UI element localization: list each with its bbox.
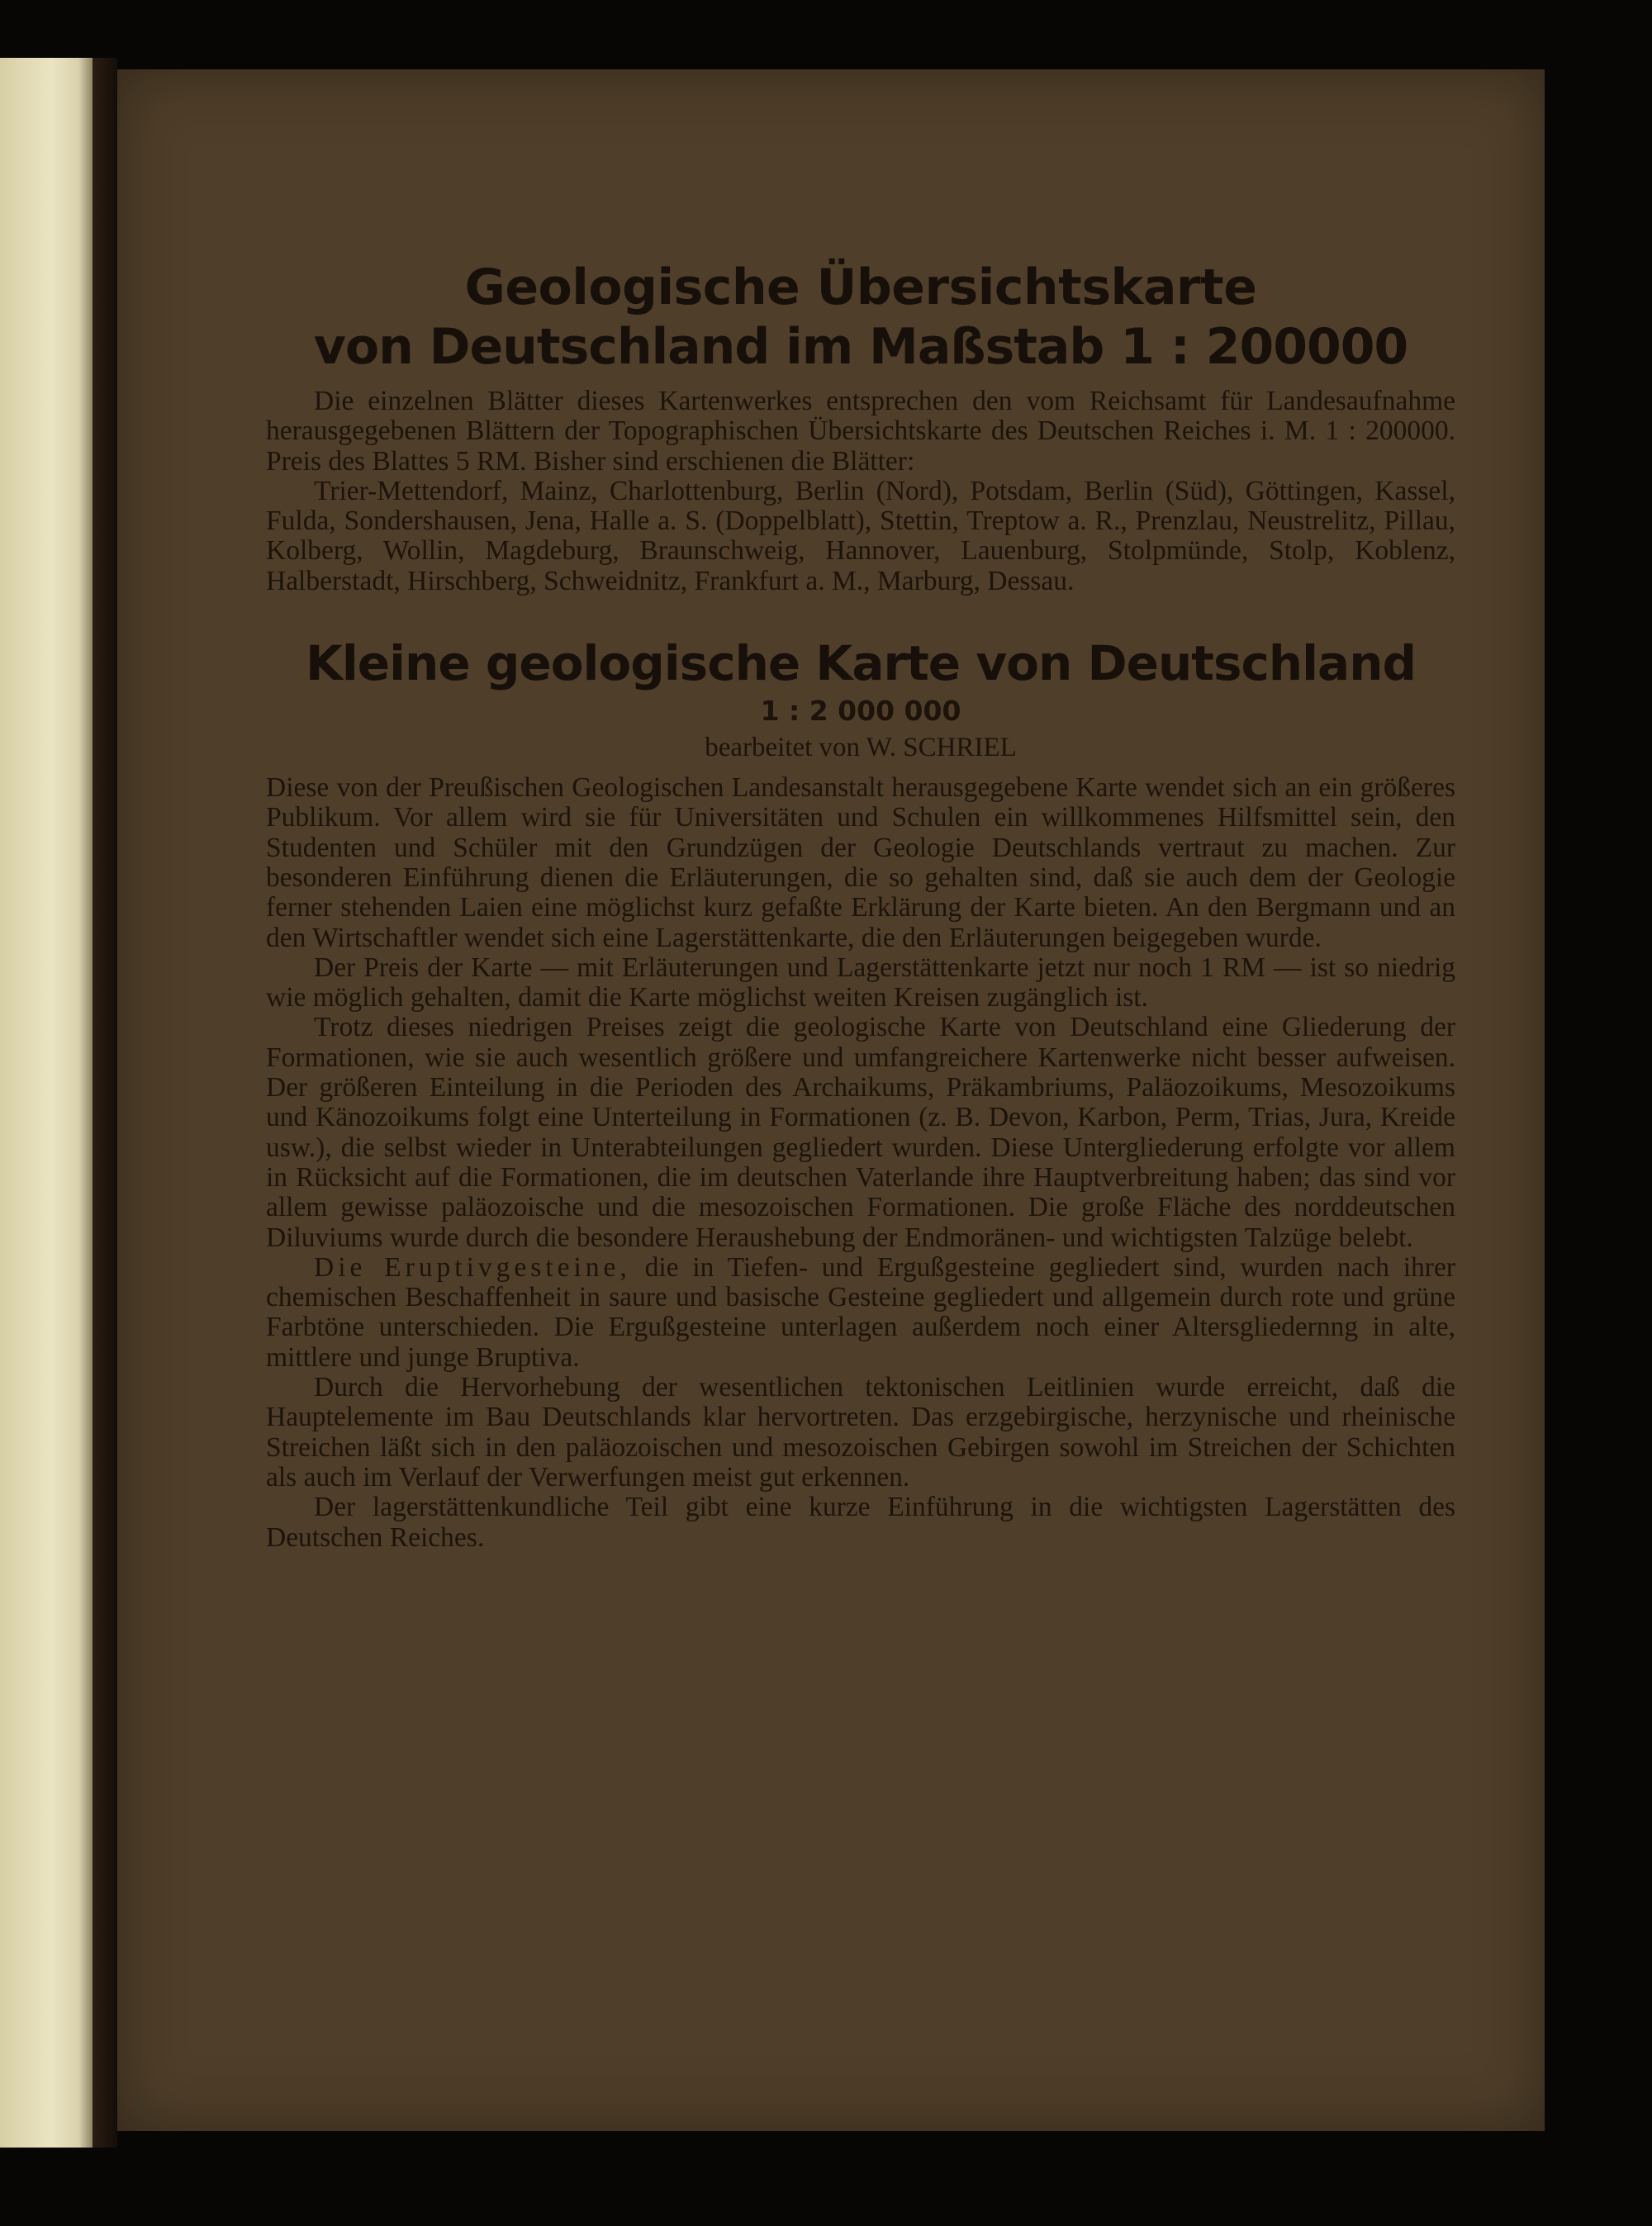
section1-sheet-list: Trier-Mettendorf, Mainz, Charlottenburg, Berlin (Nord), Potsdam, Berlin (Süd), Göttingen, Kassel, Fulda, Sondershausen, Jena, Halle a. S. (Doppelblatt), Stettin, Treptow a. R., Prenzlau, Neustrelitz, Pillau, Kolberg, Wollin, Magdeburg, Braunschweig, Hannover, Lauenburg, Stolpmünde, Stolp, Koblenz, Halberstadt, Hirschberg, Schweidnitz, Frankfurt a. M., Marburg, Dessau. [266, 475, 1455, 596]
section1-title-line2: von Deutschland im Maßstab 1 : 200000 [313, 318, 1408, 376]
section2-paragraph-6: Der lagerstättenkundliche Teil gibt eine kurze Einführung in die wichtigsten Lagerstätten des Deutschen Reiches. [266, 1492, 1455, 1553]
section2 [266, 634, 1455, 1553]
facing-page-edge [0, 58, 93, 2148]
section2-paragraph-3: Trotz dieses niedrigen Preises zeigt die geologische Karte von Deutschland eine Gliederung der Formationen, wie sie auch wesentlich größere und umfangreichere Kartenwerke nicht besser aufweisen. Der größeren Einteilung in die Perioden des Archaikums, Präkambriums, Paläozoikums, Mesozoikums und Känozoikums folgt eine Unterteilung in Formationen (z. B. Devon, Karbon, Perm, Trias, Jura, Kreide usw.), die selbst wieder in Unterabteilungen gegliedert wurden. Diese Untergliederung erfolgte vor allem in Rücksicht auf die Formationen, die im deutschen Vaterlande ihre Hauptverbreitung haben; das sind vor allem gewisse paläozoische und die mesozoischen Formationen. Die große Fläche des norddeutschen Diluviums wurde durch die besondere Heraushebung der Endmoränen- und wichtigsten Talzüge belebt. [266, 1012, 1455, 1253]
section2-paragraph-2: Der Preis der Karte — mit Erläuterungen und Lagerstättenkarte jetzt nur noch 1 RM — ist so niedrig wie möglich gehalten, damit die Karte möglichst weiten Kreisen zugänglich ist. [266, 952, 1455, 1013]
section2-paragraph-4 [266, 1253, 1455, 1373]
section2-author: bearbeitet von W. SCHRIEL [705, 733, 1017, 763]
section2-paragraph-4-text: die in Tiefen- und Ergußgesteine gegliedert sind, wurden nach ihrer chemischen Beschaffenheit in saure und basische Gesteine gegliedert und allgemein durch rote und grüne Farbtöne unterschieden. Die Ergußgesteine unterlagen außerdem noch einer Altersgliedernng in alte, mittlere und junge Bruptiva. [266, 1251, 1455, 1373]
section1-intro: Die einzelnen Blätter dieses Kartenwerkes entsprechen den vom Reichsamt für Landesaufnahme herausgegebenen Blättern der Topographischen Übersichtskarte des Deutschen Reiches i. M. 1 : 200000. Preis des Blattes 5 RM. Bisher sind erschienen die Blätter: [266, 386, 1455, 477]
section1-title-line1: Geologische Übersichtskarte [464, 259, 1257, 316]
section2-scale: 1 : 2 000 000 [760, 695, 961, 728]
document-page [117, 69, 1545, 2131]
section2-paragraph-5: Durch die Hervorhebung der wesentlichen tektonischen Leitlinien wurde erreicht, daß die Hauptelemente im Bau Deutschlands klar hervortreten. Das erzgebirgische, herzynische und rheinische Streichen läßt sich in den paläozoischen und mesozoischen Gebirgen sowohl im Streichen der Schichten als auch im Verlauf der Verwerfungen meist gut erkennen. [266, 1372, 1455, 1493]
eruptivgesteine-term: Die Eruptivgesteine, [314, 1251, 631, 1283]
book-gutter [93, 58, 117, 2148]
section2-paragraph-1: Diese von der Preußischen Geologischen Landesanstalt herausgegebene Karte wendet sich an ein größeres Publikum. Vor allem wird sie für Universitäten und Schulen ein willkommenes Hilfsmittel sein, den Studenten und Schüler mit den Grundzügen der Geologie Deutschlands vertraut zu machen. Zur besonderen Einführung dienen die Erläuterungen, die so gehalten sind, daß sie auch dem der Geologie ferner stehenden Laien eine möglichst kurz gefaßte Erklärung der Karte bieten. An den Bergmann und an den Wirtschaftler wendet sich eine Lagerstättenkarte, die den Erläuterungen beigegeben wurde. [266, 772, 1455, 953]
page-content [266, 258, 1455, 1553]
section2-title: Kleine geologische Karte von Deutschland [305, 635, 1416, 692]
